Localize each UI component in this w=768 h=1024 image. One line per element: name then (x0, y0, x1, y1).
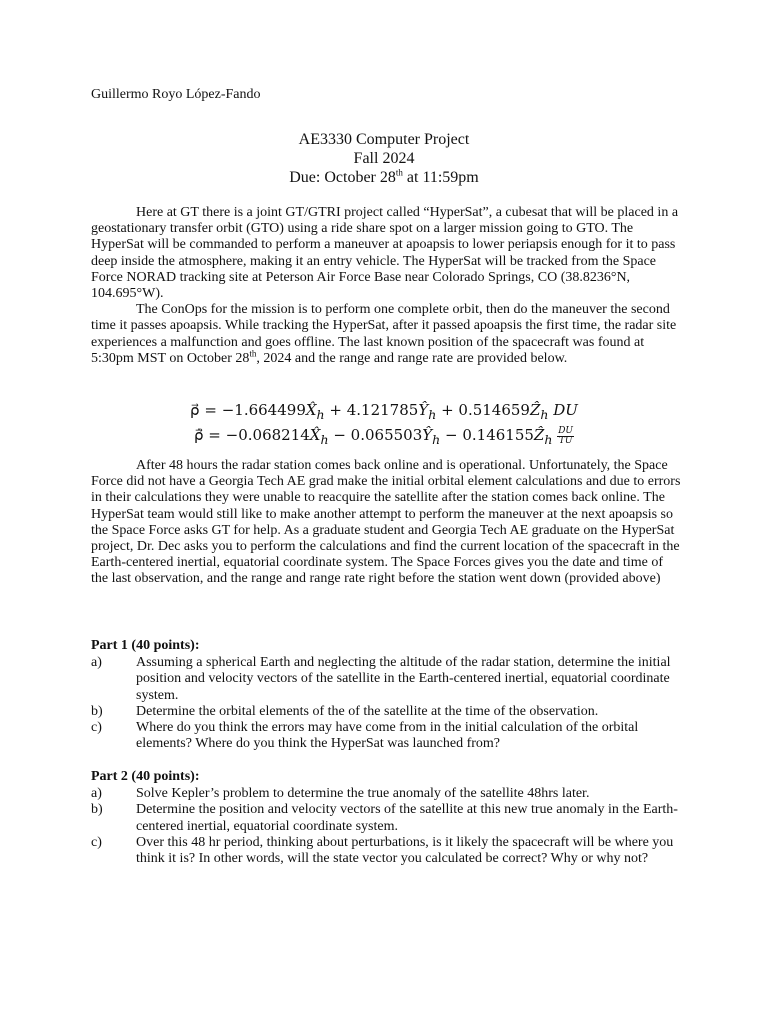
part-2-heading: Part 2 (40 points): (91, 769, 200, 784)
scenario-section (91, 458, 681, 588)
part-2-item-b: b) Determine the position and velocity vectors of the satellite at this new true anomaly in the Earth-centered inertial, equatorial coordinate system. (91, 802, 678, 834)
part-1-heading: Part 1 (40 points): (91, 638, 200, 653)
range-vector-equation: ρ⃗ = $-1.664499X̂_h$ + $4.121785Ŷ_h$ + 0.514659Ẑ$_h$ DU (190, 401, 578, 422)
part-2-item-c: c) Over this 48 hr period, thinking about perturbations, is it likely the spacecraft will be where you think it is? In other words, will the state vector you calculated be correct? Why or why not? (91, 834, 674, 867)
part-1-section (91, 638, 691, 752)
part-1-item-a: a) Assuming a spherical Earth and neglecting the altitude of the radar station, determine the initial position and velocity vectors of the satellite in the Earth-centered inertial, equatorial coordinate system. (91, 655, 671, 703)
title-block (0, 130, 768, 187)
part-1-item-b: b) Determine the orbital elements of the of the satellite at the time of the observation. (91, 703, 599, 719)
range-equations (0, 400, 768, 450)
part-2-item-a: a) Solve Kepler’s problem to determine the true anomaly of the satellite 48hrs later. (91, 786, 590, 802)
intro-section (91, 205, 681, 367)
intro-paragraph-1: Here at GT there is a joint GT/GTRI project called “HyperSat”, a cubesat that will be placed in a geostationary transfer orbit (GTO) using a ride share spot on a larger mission going to GTO. The HyperSat will be commanded to perform a maneuver at apoapsis to lower periapsis enough for it to pass deep inside the atmosphere, making it an entry vehicle. The HyperSat will be tracked from the Space Force NORAD tracking site at Peterson Air Force Base near Colorado Springs, CO (38.8236°N, 104.695°W). (91, 205, 679, 302)
range-rate-equation: ρ⃗̇ = $-0.068214X̂_h$ − $0.065503Ŷ_h$ − 0.146155Ẑ$_h$ $\frac{DU}{TU}$ (193, 425, 574, 447)
scenario-paragraph: After 48 hours the radar station comes back online and is operational. Unfortunately, the Space Force did not have a Georgia Tech AE grad make the initial orbital element calculations and due to errors in their calculations they were unable to reacquire the satellite after the station comes back online. The HyperSat team would still like to make another attempt to perform the maneuver at the next apoapsis so the Space Force asks GT for help. As a graduate student and Georgia Tech AE graduate on the HyperSat project, Dr. Dec asks you to perform the calculations and find the current location of the spacecraft in the Earth-centered inertial, equatorial coordinate system. The Space Forces gives you the date and time of the last observation, and the range and range rate right before the station went down (provided above) (91, 458, 681, 587)
part-1-item-c: c) Where do you think the errors may have come from in the initial calculation of the orbital elements? Where do you think the HyperSat was launched from? (91, 720, 639, 752)
term: Fall 2024 (353, 150, 415, 167)
part-2-section (91, 769, 691, 867)
author-name: Guillermo Royo López-Fando (91, 87, 261, 102)
du-per-tu-fraction: $\frac{DU}{TU}$ (558, 425, 574, 446)
course-title: AE3330 Computer Project (298, 131, 470, 148)
intro-paragraph-2: The ConOps for the mission is to perform one complete orbit, then do the maneuver the second time it passes apoapsis. While tracking the HyperSat, after it passed apoapsis the first time, the radar site experiences a malfunction and goes offline. The last known position of the spacecraft was found at 5:30pm MST on October 28th, 2024 and the range and range rate are provided below. (91, 302, 677, 366)
due-date: Due: October 28th at 11:59pm (289, 167, 479, 186)
